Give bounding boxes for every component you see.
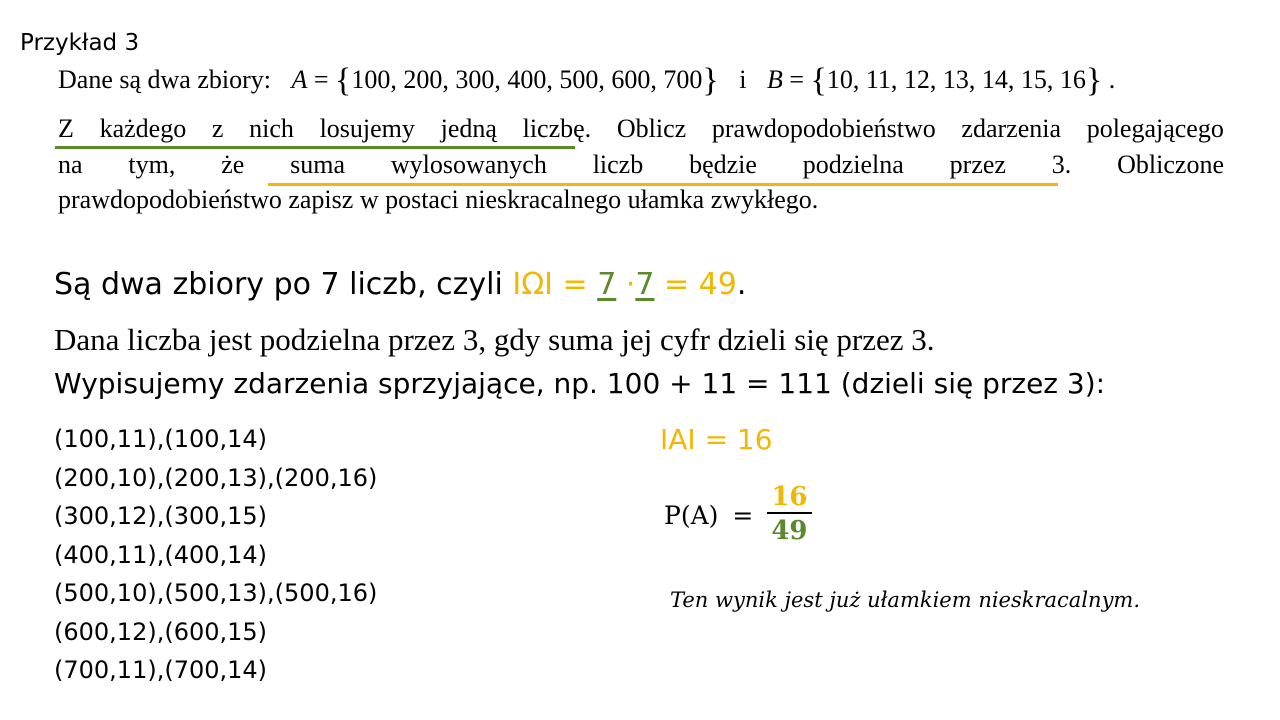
- task-word: 3.: [1051, 150, 1072, 179]
- list-item: (700,11),(700,14): [54, 656, 268, 684]
- task-word: suma: [290, 150, 346, 179]
- set-a-values: 100, 200, 300, 400, 500, 600, 700: [351, 65, 703, 94]
- probability-label: P(A): [664, 500, 719, 530]
- factor-2: 7: [635, 267, 655, 302]
- list-item: (600,12),(600,15): [54, 617, 268, 646]
- probability-formula: [664, 482, 812, 548]
- list-item: (400,11),(400,14): [54, 540, 268, 569]
- set-a-name: A: [291, 65, 308, 94]
- task-line-2: [58, 114, 1224, 144]
- list-item: (300,12),(300,15): [54, 502, 268, 530]
- fraction-denominator: 49: [771, 516, 808, 546]
- task-word: liczbę.: [522, 114, 592, 143]
- task-word: zdarzenia: [961, 114, 1062, 143]
- task-word: Z: [58, 114, 74, 143]
- task-line-4: prawdopodobieństwo zapisz w postaci nieskracalnego ułamka zwykłego.: [58, 185, 819, 214]
- list-item: (200,10),(200,13),(200,16): [54, 463, 378, 492]
- task-word: Obliczone: [1117, 150, 1224, 179]
- favorable-events-list: [54, 420, 377, 690]
- set-b-name: B: [766, 65, 783, 94]
- probability-fraction: [767, 482, 811, 548]
- task-word: nich: [249, 114, 294, 143]
- solution-line-2: Dana liczba jest podzielna przez 3, gdy suma jej cyfr dzieli się przez 3.: [54, 322, 935, 357]
- task-word: tym,: [128, 150, 176, 179]
- task-word: jedną: [440, 114, 497, 143]
- factor-1: 7: [597, 267, 617, 302]
- solution-line-1: [54, 267, 746, 302]
- task-word: na: [58, 150, 83, 179]
- task-word: polegającego: [1086, 114, 1224, 143]
- task-word: z: [211, 114, 224, 143]
- task-word: Oblicz: [616, 114, 687, 143]
- highlight-underline-green: [55, 146, 575, 149]
- list-item: (100,11),(100,14): [54, 425, 268, 453]
- omega-result: = 49: [654, 267, 737, 302]
- conjunction: i: [739, 65, 747, 94]
- omega-expression: IΩI =: [512, 267, 598, 302]
- task-intro: Dane są dwa zbiory:: [58, 65, 271, 94]
- task-word: liczb: [592, 150, 644, 179]
- task-line-3: [58, 150, 1224, 180]
- task-word: każdego: [99, 114, 187, 143]
- result-note: Ten wynik jest już ułamkiem nieskracalnym.: [670, 588, 1141, 612]
- equals-sign: =: [732, 500, 754, 530]
- task-line-1: Dane są dwa zbiory: A = {100, 200, 300, 400, 500, 600, 700} i B = {10, 11, 12, 13, 14, 15, 16} .: [58, 62, 1116, 99]
- fraction-numerator: 16: [771, 482, 808, 512]
- solution-prefix: Są dwa zbiory po 7 liczb, czyli: [54, 267, 513, 302]
- list-item: (500,10),(500,13),(500,16): [54, 579, 378, 607]
- task-word: losujemy: [319, 114, 415, 143]
- times-sign: ·: [616, 267, 636, 302]
- task-word: że: [221, 150, 245, 179]
- example-title: Przykład 3: [20, 30, 140, 56]
- solution-line-3: Wypisujemy zdarzenia sprzyjające, np. 100 + 11 = 111 (dzieli się przez 3):: [54, 367, 1106, 400]
- task-word: wylosowanych: [390, 150, 547, 179]
- favorable-count: IAI = 16: [660, 423, 773, 456]
- task-word: prawdopodobieństwo: [711, 114, 936, 143]
- line1-suffix: .: [736, 267, 747, 302]
- task-word: podzielna: [802, 150, 904, 179]
- task-word: będzie: [689, 150, 757, 179]
- set-b-values: 10, 11, 12, 13, 14, 15, 16: [826, 65, 1086, 94]
- task-word: przez: [949, 150, 1006, 179]
